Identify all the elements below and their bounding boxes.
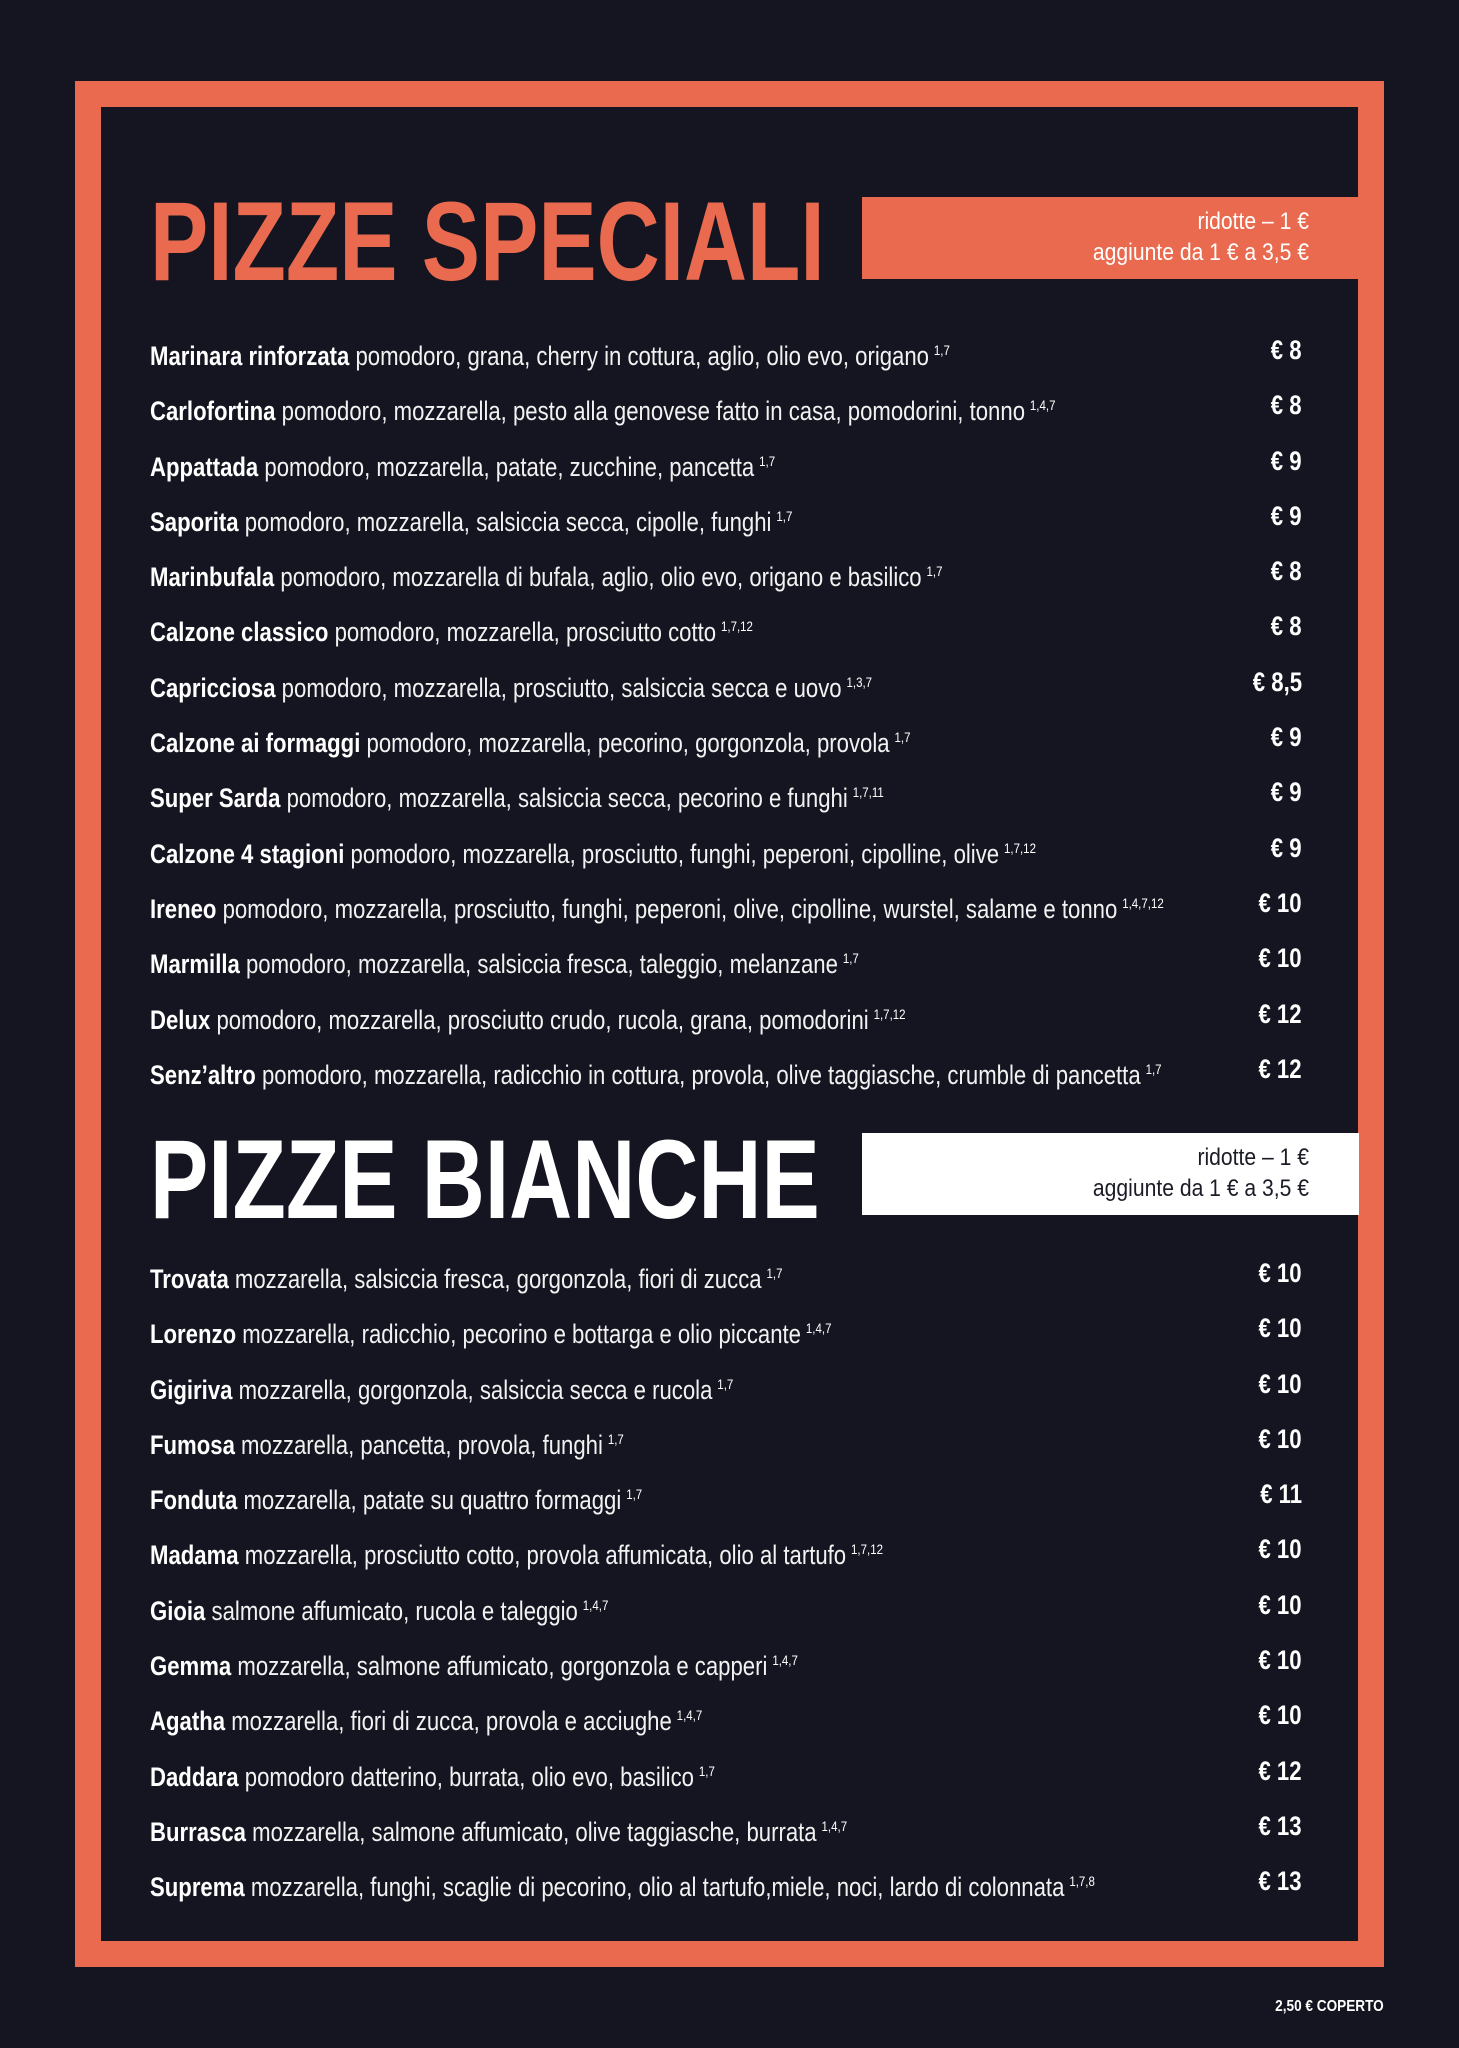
item-allergens: 1,7 xyxy=(842,950,859,967)
item-description: pomodoro datterino, burrata, olio evo, basilico xyxy=(244,1761,694,1792)
item-price: € 13 xyxy=(1258,1810,1302,1841)
item-description: mozzarella, salsiccia fresca, gorgonzola, fiori di zucca xyxy=(234,1264,762,1294)
item-description: mozzarella, prosciutto cotto, provola affumicata, olio al tartufo xyxy=(244,1540,847,1571)
item-name: Agatha xyxy=(150,1706,226,1737)
item-text xyxy=(150,1585,608,1631)
item-text xyxy=(150,496,792,542)
menu-list-bianche xyxy=(150,1253,1302,1917)
item-description: pomodoro, mozzarella, prosciutto, salsiccia secca e uovo xyxy=(281,672,842,703)
item-price: € 9 xyxy=(1271,445,1302,476)
item-price: € 10 xyxy=(1258,1368,1302,1399)
item-text xyxy=(150,828,1036,874)
item-text xyxy=(150,441,775,487)
item-price: € 10 xyxy=(1258,887,1302,918)
item-text xyxy=(150,1695,702,1741)
menu-item xyxy=(150,1806,1302,1861)
item-text xyxy=(150,1308,831,1354)
item-name: Madama xyxy=(150,1540,239,1571)
item-text xyxy=(150,662,872,708)
item-price: € 8,5 xyxy=(1252,666,1302,697)
item-description: mozzarella, fiori di zucca, provola e acciughe xyxy=(231,1706,672,1737)
item-description: pomodoro, mozzarella, pecorino, gorgonzola, provola xyxy=(366,728,890,759)
item-price: € 9 xyxy=(1271,777,1302,808)
item-price: € 10 xyxy=(1258,943,1302,974)
item-text xyxy=(150,1806,847,1852)
item-name: Capricciosa xyxy=(150,672,276,703)
item-description: mozzarella, salmone affumicato, olive taggiasche, burrata xyxy=(252,1816,817,1847)
menu-item xyxy=(150,1585,1302,1640)
item-allergens: 1,7,12 xyxy=(851,1541,883,1558)
item-name: Senz’altro xyxy=(150,1059,256,1090)
note-aggiunte: aggiunte da 1 € a 3,5 € xyxy=(1092,239,1309,266)
item-allergens: 1,4,7 xyxy=(1029,397,1056,414)
item-allergens: 1,4,7 xyxy=(676,1707,703,1724)
item-price: € 10 xyxy=(1258,1589,1302,1620)
item-description: pomodoro, mozzarella, prosciutto, funghi, peperoni, olive, cipolline, wurstel, salame e tonno xyxy=(222,893,1118,924)
item-description: pomodoro, mozzarella, patate, zucchine, pancetta xyxy=(264,451,755,482)
item-description: mozzarella, funghi, scaglie di pecorino, olio al tartufo,miele, noci, lardo di colonnata xyxy=(250,1872,1065,1903)
item-price: € 11 xyxy=(1260,1479,1302,1510)
item-text xyxy=(150,1419,624,1465)
pricing-note-speciali xyxy=(862,197,1359,279)
item-allergens: 1,7,11 xyxy=(852,784,884,801)
menu-item xyxy=(150,1751,1302,1806)
item-text xyxy=(150,994,906,1040)
menu-item xyxy=(150,441,1302,496)
menu-item xyxy=(150,1529,1302,1584)
menu-item xyxy=(150,496,1302,551)
item-text xyxy=(150,1474,642,1520)
item-allergens: 1,4,7 xyxy=(821,1817,848,1834)
item-allergens: 1,7 xyxy=(894,729,911,746)
item-name: Suprema xyxy=(150,1872,245,1903)
item-price: € 8 xyxy=(1271,390,1302,421)
note-aggiunte: aggiunte da 1 € a 3,5 € xyxy=(1092,1175,1309,1202)
menu-item xyxy=(150,1308,1302,1363)
item-name: Calzone ai formaggi xyxy=(150,728,361,759)
item-allergens: 1,7,12 xyxy=(721,618,753,635)
item-name: Gigiriva xyxy=(150,1374,233,1405)
item-name: Trovata xyxy=(150,1264,229,1294)
menu-item xyxy=(150,662,1302,717)
item-price: € 10 xyxy=(1258,1645,1302,1676)
item-text xyxy=(150,1049,1162,1095)
cover-charge: 2,50 € COPERTO xyxy=(1275,1998,1384,2015)
menu-item xyxy=(150,1861,1302,1916)
item-description: mozzarella, gorgonzola, salsiccia secca e rucola xyxy=(238,1374,713,1405)
item-name: Daddara xyxy=(150,1761,239,1792)
item-price: € 12 xyxy=(1258,1053,1302,1084)
item-allergens: 1,7 xyxy=(698,1762,715,1779)
item-allergens: 1,7 xyxy=(776,507,793,524)
item-name: Ireneo xyxy=(150,893,217,924)
item-name: Gioia xyxy=(150,1595,206,1626)
item-price: € 8 xyxy=(1271,556,1302,587)
item-text xyxy=(150,606,753,652)
item-text xyxy=(150,717,910,763)
item-text xyxy=(150,1364,733,1410)
item-name: Marinara rinforzata xyxy=(150,341,350,371)
item-text xyxy=(150,1751,715,1797)
item-name: Delux xyxy=(150,1004,211,1035)
item-description: pomodoro, grana, cherry in cottura, aglio, olio evo, origano xyxy=(355,341,929,371)
item-text xyxy=(150,1529,883,1575)
section-title-speciali: PIZZE SPECIALI xyxy=(150,179,825,304)
item-price: € 8 xyxy=(1271,611,1302,642)
item-allergens: 1,3,7 xyxy=(846,673,873,690)
item-description: mozzarella, pancetta, provola, funghi xyxy=(241,1429,603,1460)
item-text xyxy=(150,1861,1095,1907)
item-allergens: 1,7 xyxy=(717,1375,734,1392)
item-description: pomodoro, mozzarella, pesto alla genovese fatto in casa, pomodorini, tonno xyxy=(281,396,1026,427)
item-description: pomodoro, mozzarella, radicchio in cottura, provola, olive taggiasche, crumble di pancetta xyxy=(261,1059,1141,1090)
item-name: Lorenzo xyxy=(150,1319,237,1350)
item-name: Gemma xyxy=(150,1651,232,1682)
item-allergens: 1,7 xyxy=(766,1265,783,1281)
item-text xyxy=(150,1640,798,1686)
item-description: pomodoro, mozzarella di bufala, aglio, olio evo, origano e basilico xyxy=(280,562,922,593)
item-name: Calzone 4 stagioni xyxy=(150,838,345,869)
item-price: € 10 xyxy=(1258,1258,1302,1288)
item-allergens: 1,7,8 xyxy=(1069,1873,1095,1890)
item-name: Burrasca xyxy=(150,1816,247,1847)
item-description: pomodoro, mozzarella, prosciutto cotto xyxy=(334,617,717,648)
menu-item xyxy=(150,772,1302,827)
item-price: € 8 xyxy=(1271,335,1302,365)
item-allergens: 1,7 xyxy=(626,1486,643,1503)
item-allergens: 1,4,7,12 xyxy=(1122,894,1164,911)
item-price: € 12 xyxy=(1258,998,1302,1029)
item-text xyxy=(150,883,1164,929)
item-allergens: 1,4,7 xyxy=(582,1596,609,1613)
item-description: mozzarella, radicchio, pecorino e bottarga e olio piccante xyxy=(242,1319,802,1350)
item-name: Super Sarda xyxy=(150,783,281,814)
section-title-bianche: PIZZE BIANCHE xyxy=(150,1117,820,1242)
item-allergens: 1,7,12 xyxy=(873,1005,906,1022)
menu-item xyxy=(150,1253,1302,1308)
item-description: mozzarella, patate su quattro formaggi xyxy=(243,1485,622,1516)
item-allergens: 1,7 xyxy=(1145,1060,1162,1077)
item-allergens: 1,4,7 xyxy=(805,1320,832,1337)
item-name: Fonduta xyxy=(150,1485,238,1516)
item-allergens: 1,4,7 xyxy=(772,1652,798,1669)
item-text xyxy=(150,772,884,818)
item-price: € 10 xyxy=(1258,1313,1302,1344)
item-description: mozzarella, salmone affumicato, gorgonzola e capperi xyxy=(237,1651,768,1682)
item-text xyxy=(150,1253,782,1299)
item-price: € 10 xyxy=(1258,1423,1302,1454)
item-allergens: 1,7 xyxy=(933,342,950,358)
menu-item xyxy=(150,1640,1302,1695)
item-price: € 9 xyxy=(1271,832,1302,863)
menu-item xyxy=(150,385,1302,440)
item-price: € 10 xyxy=(1258,1700,1302,1731)
menu-item xyxy=(150,828,1302,883)
item-name: Marinbufala xyxy=(150,562,275,593)
menu-list-speciali xyxy=(150,330,1302,1104)
menu-item xyxy=(150,1364,1302,1419)
item-text xyxy=(150,551,943,597)
item-description: pomodoro, mozzarella, salsiccia secca, cipolle, funghi xyxy=(244,506,772,537)
menu-item xyxy=(150,994,1302,1049)
item-name: Saporita xyxy=(150,506,239,537)
menu-item xyxy=(150,717,1302,772)
item-text xyxy=(150,938,859,984)
note-ridotte: ridotte – 1 € xyxy=(1197,208,1309,235)
menu-item xyxy=(150,551,1302,606)
item-name: Carlofortina xyxy=(150,396,276,427)
item-name: Marmilla xyxy=(150,949,240,980)
item-price: € 9 xyxy=(1271,500,1302,531)
note-ridotte: ridotte – 1 € xyxy=(1197,1144,1309,1171)
item-name: Calzone classico xyxy=(150,617,329,648)
item-name: Fumosa xyxy=(150,1429,235,1460)
item-description: pomodoro, mozzarella, salsiccia fresca, taleggio, melanzane xyxy=(245,949,838,980)
item-price: € 9 xyxy=(1271,722,1302,753)
menu-item xyxy=(150,1695,1302,1750)
item-text xyxy=(150,330,950,376)
menu-item xyxy=(150,606,1302,661)
item-price: € 13 xyxy=(1258,1866,1302,1897)
item-text xyxy=(150,385,1055,431)
item-allergens: 1,7 xyxy=(607,1430,624,1447)
item-allergens: 1,7 xyxy=(926,563,943,580)
menu-item xyxy=(150,938,1302,993)
item-price: € 12 xyxy=(1258,1755,1302,1786)
item-description: salmone affumicato, rucola e taleggio xyxy=(211,1595,578,1626)
menu-item xyxy=(150,330,1302,385)
item-description: pomodoro, mozzarella, salsiccia secca, pecorino e funghi xyxy=(286,783,848,814)
item-description: pomodoro, mozzarella, prosciutto, funghi, peperoni, cipolline, olive xyxy=(350,838,1000,869)
pricing-note-bianche xyxy=(862,1133,1359,1215)
menu-item xyxy=(150,1474,1302,1529)
item-name: Appattada xyxy=(150,451,259,482)
menu-item xyxy=(150,1049,1302,1104)
item-allergens: 1,7 xyxy=(759,452,776,469)
menu-item xyxy=(150,1419,1302,1474)
item-description: pomodoro, mozzarella, prosciutto crudo, rucola, grana, pomodorini xyxy=(216,1004,869,1035)
menu-item xyxy=(150,883,1302,938)
item-allergens: 1,7,12 xyxy=(1004,839,1036,856)
item-price: € 10 xyxy=(1258,1534,1302,1565)
